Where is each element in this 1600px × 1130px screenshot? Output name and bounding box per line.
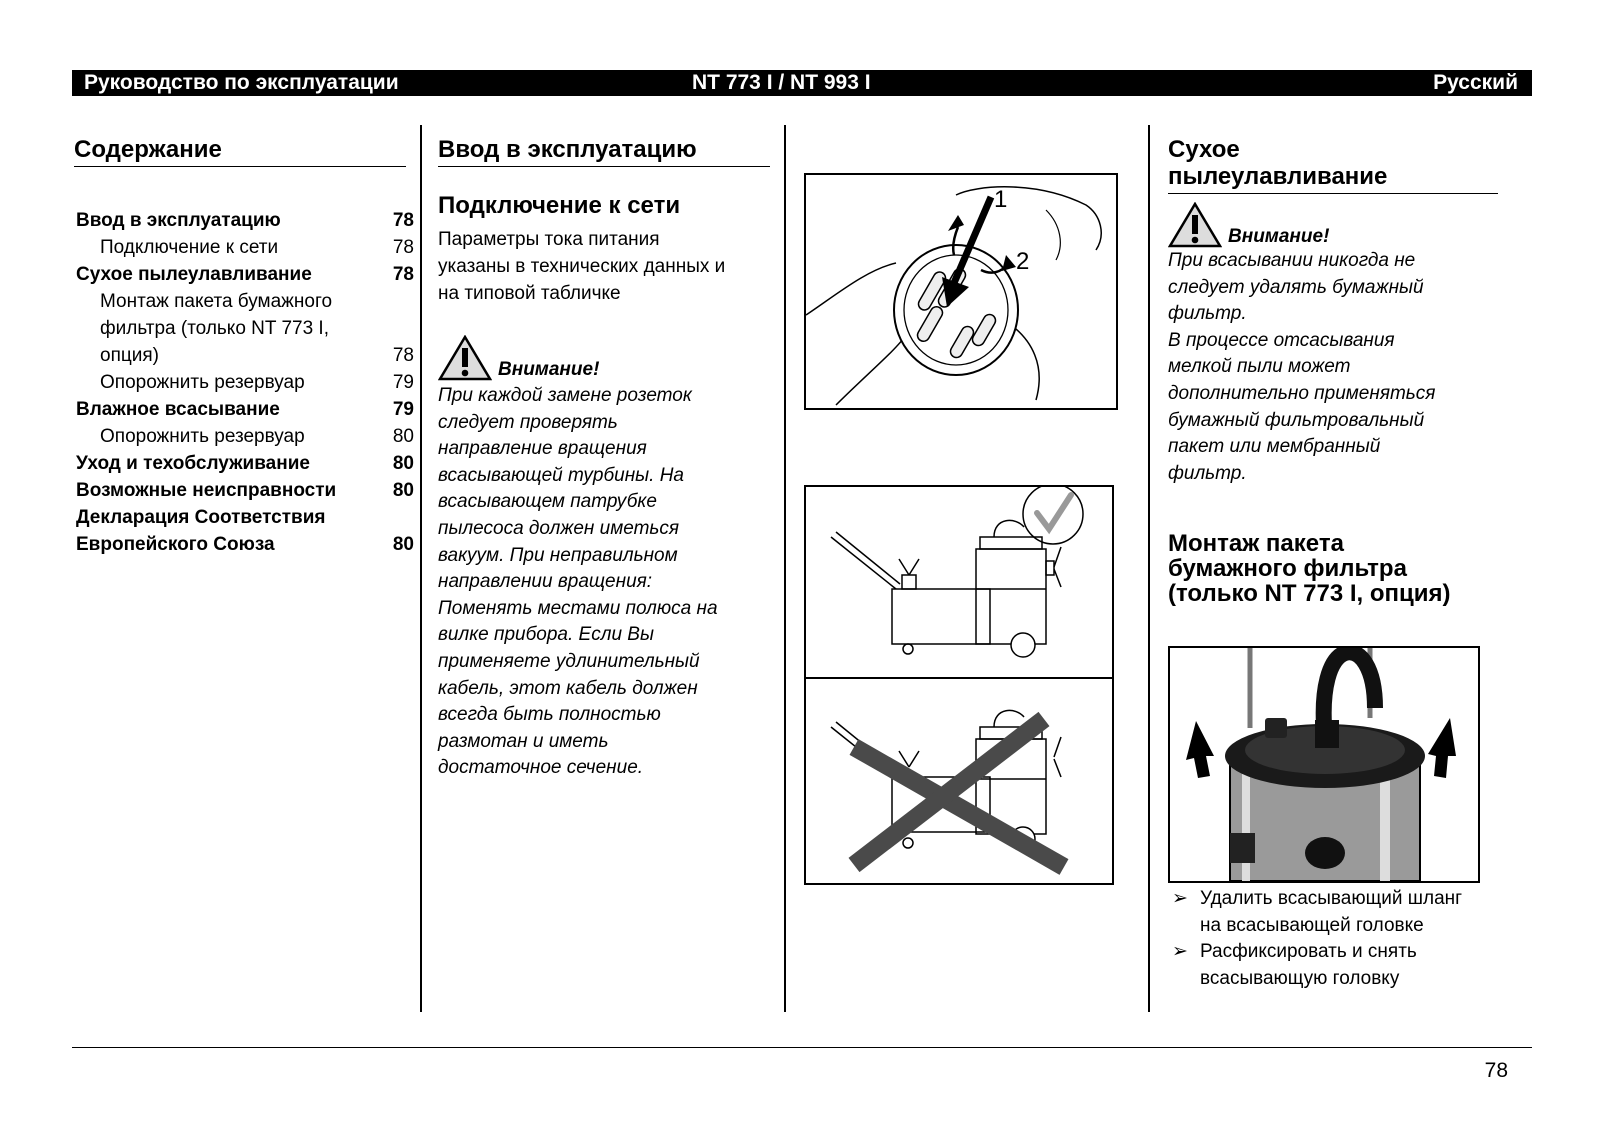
list-item: ➢ Расфиксировать и снять всасывающую головку bbox=[1172, 941, 1417, 989]
toc-entry-title: Ввод в эксплуатацию bbox=[76, 210, 281, 231]
toc-entry-page: 78 bbox=[392, 345, 414, 366]
step-label-2: 2 bbox=[1016, 248, 1030, 275]
commissioning-section bbox=[438, 136, 770, 782]
warning-block bbox=[1168, 200, 1498, 248]
subsection-title: Монтаж пакета бумажного фильтра (только NT 773 I, опция) bbox=[1168, 530, 1451, 608]
toc-entry-page: 79 bbox=[392, 372, 414, 393]
subsection-title: Подключение к сети bbox=[438, 192, 681, 219]
header-manual-title: Руководство по эксплуатации bbox=[84, 71, 399, 94]
bullet-arrow-icon: ➢ bbox=[1172, 941, 1188, 963]
toc-entry[interactable] bbox=[76, 477, 414, 504]
warning-text: При каждой замене розеток следует проверять направление вращения всасывающей турбины. На всасывающем патрубке пылесоса должен иметься вакуум. При неправильном направлении вращения: Поменять местами полюса на вилке прибора. Если Вы применяете удлинительный кабель, этот кабель должен всегда быть полностью размотан и иметь достаточное сечение. bbox=[438, 385, 718, 779]
power-text: Параметры тока питания указаны в технических данных и на типовой табличке bbox=[438, 229, 726, 304]
header-model: NT 773 I / NT 993 I bbox=[692, 71, 871, 94]
toc-entry-page: 78 bbox=[392, 210, 414, 231]
header-bar bbox=[72, 70, 1532, 96]
toc-entry-title: Уход и техобслуживание bbox=[76, 453, 310, 474]
toc-entry[interactable] bbox=[76, 288, 414, 369]
toc-entry-title: Монтаж пакета бумажного фильтра (только NT 773 I, опция) bbox=[100, 291, 333, 366]
plug-rotation-figure bbox=[804, 173, 1118, 410]
toc-entry[interactable] bbox=[76, 423, 414, 450]
check-mark-icon bbox=[1023, 487, 1083, 544]
cross-icon bbox=[854, 719, 1064, 867]
bullet-arrow-icon: ➢ bbox=[1172, 888, 1188, 909]
list-item: ➢ Удалить всасывающий шланг на всасывающей головке bbox=[1172, 888, 1463, 936]
warning-block bbox=[438, 333, 770, 381]
dry-vacuuming-section bbox=[1168, 136, 1498, 606]
warning-triangle-icon bbox=[1168, 202, 1222, 248]
toc-entry[interactable] bbox=[76, 369, 414, 396]
toc-entry-page: 80 bbox=[392, 426, 414, 447]
warning-text: При всасывании никогда не следует удалять бумажный фильтр. В процессе отсасывания мелкой пыли может дополнительно применяться бумажный фильтровальный пакет или мембранный фильтр. bbox=[1168, 250, 1436, 484]
warning-triangle-icon bbox=[438, 335, 492, 381]
warning-label: Внимание! bbox=[498, 359, 600, 380]
column-divider bbox=[784, 125, 786, 1012]
toc-entry-page: 80 bbox=[392, 453, 414, 474]
toc-heading-block bbox=[74, 136, 406, 167]
section-title: Ввод в эксплуатацию bbox=[438, 136, 770, 167]
toc-entry-page: 80 bbox=[392, 534, 414, 555]
plug-illustration bbox=[806, 175, 1116, 408]
toc-entry-page: 80 bbox=[392, 480, 414, 501]
toc-title: Содержание bbox=[74, 136, 406, 167]
step-label-1: 1 bbox=[994, 186, 1008, 213]
steps-list-block bbox=[1168, 886, 1502, 992]
toc-entry-page: 78 bbox=[392, 264, 414, 285]
toc-entry-title: Декларация Соответствия Европейского Союза bbox=[76, 507, 326, 555]
toc-entry-title: Опорожнить резервуар bbox=[100, 372, 305, 393]
toc-entry-page: 78 bbox=[392, 237, 414, 258]
toc-entry-title: Влажное всасывание bbox=[76, 399, 280, 420]
section-title: Сухое пылеулавливание bbox=[1168, 136, 1498, 194]
warning-label: Внимание! bbox=[1228, 226, 1330, 247]
table-of-contents bbox=[76, 207, 414, 558]
toc-entry[interactable] bbox=[76, 396, 414, 423]
footer-rule bbox=[72, 1047, 1532, 1048]
toc-entry-title: Опорожнить резервуар bbox=[100, 426, 305, 447]
toc-entry-title: Возможные неисправности bbox=[76, 480, 337, 501]
toc-entry[interactable] bbox=[76, 504, 414, 558]
column-divider bbox=[420, 125, 422, 1012]
toc-entry[interactable] bbox=[76, 261, 414, 288]
steps-list bbox=[1168, 886, 1502, 992]
toc-entry[interactable] bbox=[76, 450, 414, 477]
vacuum-head-photo bbox=[1168, 646, 1480, 883]
page-number: 78 bbox=[1484, 1059, 1508, 1082]
toc-entry[interactable] bbox=[76, 234, 414, 261]
header-language: Русский bbox=[1433, 71, 1518, 94]
vacuum-head-illustration bbox=[1170, 648, 1478, 881]
vacuum-direction-illustration bbox=[806, 487, 1112, 883]
column-divider bbox=[1148, 125, 1150, 1012]
suction-check-figure bbox=[804, 485, 1114, 885]
toc-entry[interactable] bbox=[76, 207, 414, 234]
toc-entry-title: Сухое пылеулавливание bbox=[76, 264, 312, 285]
toc-entry-title: Подключение к сети bbox=[100, 237, 279, 258]
toc-entry-page: 79 bbox=[392, 399, 414, 420]
